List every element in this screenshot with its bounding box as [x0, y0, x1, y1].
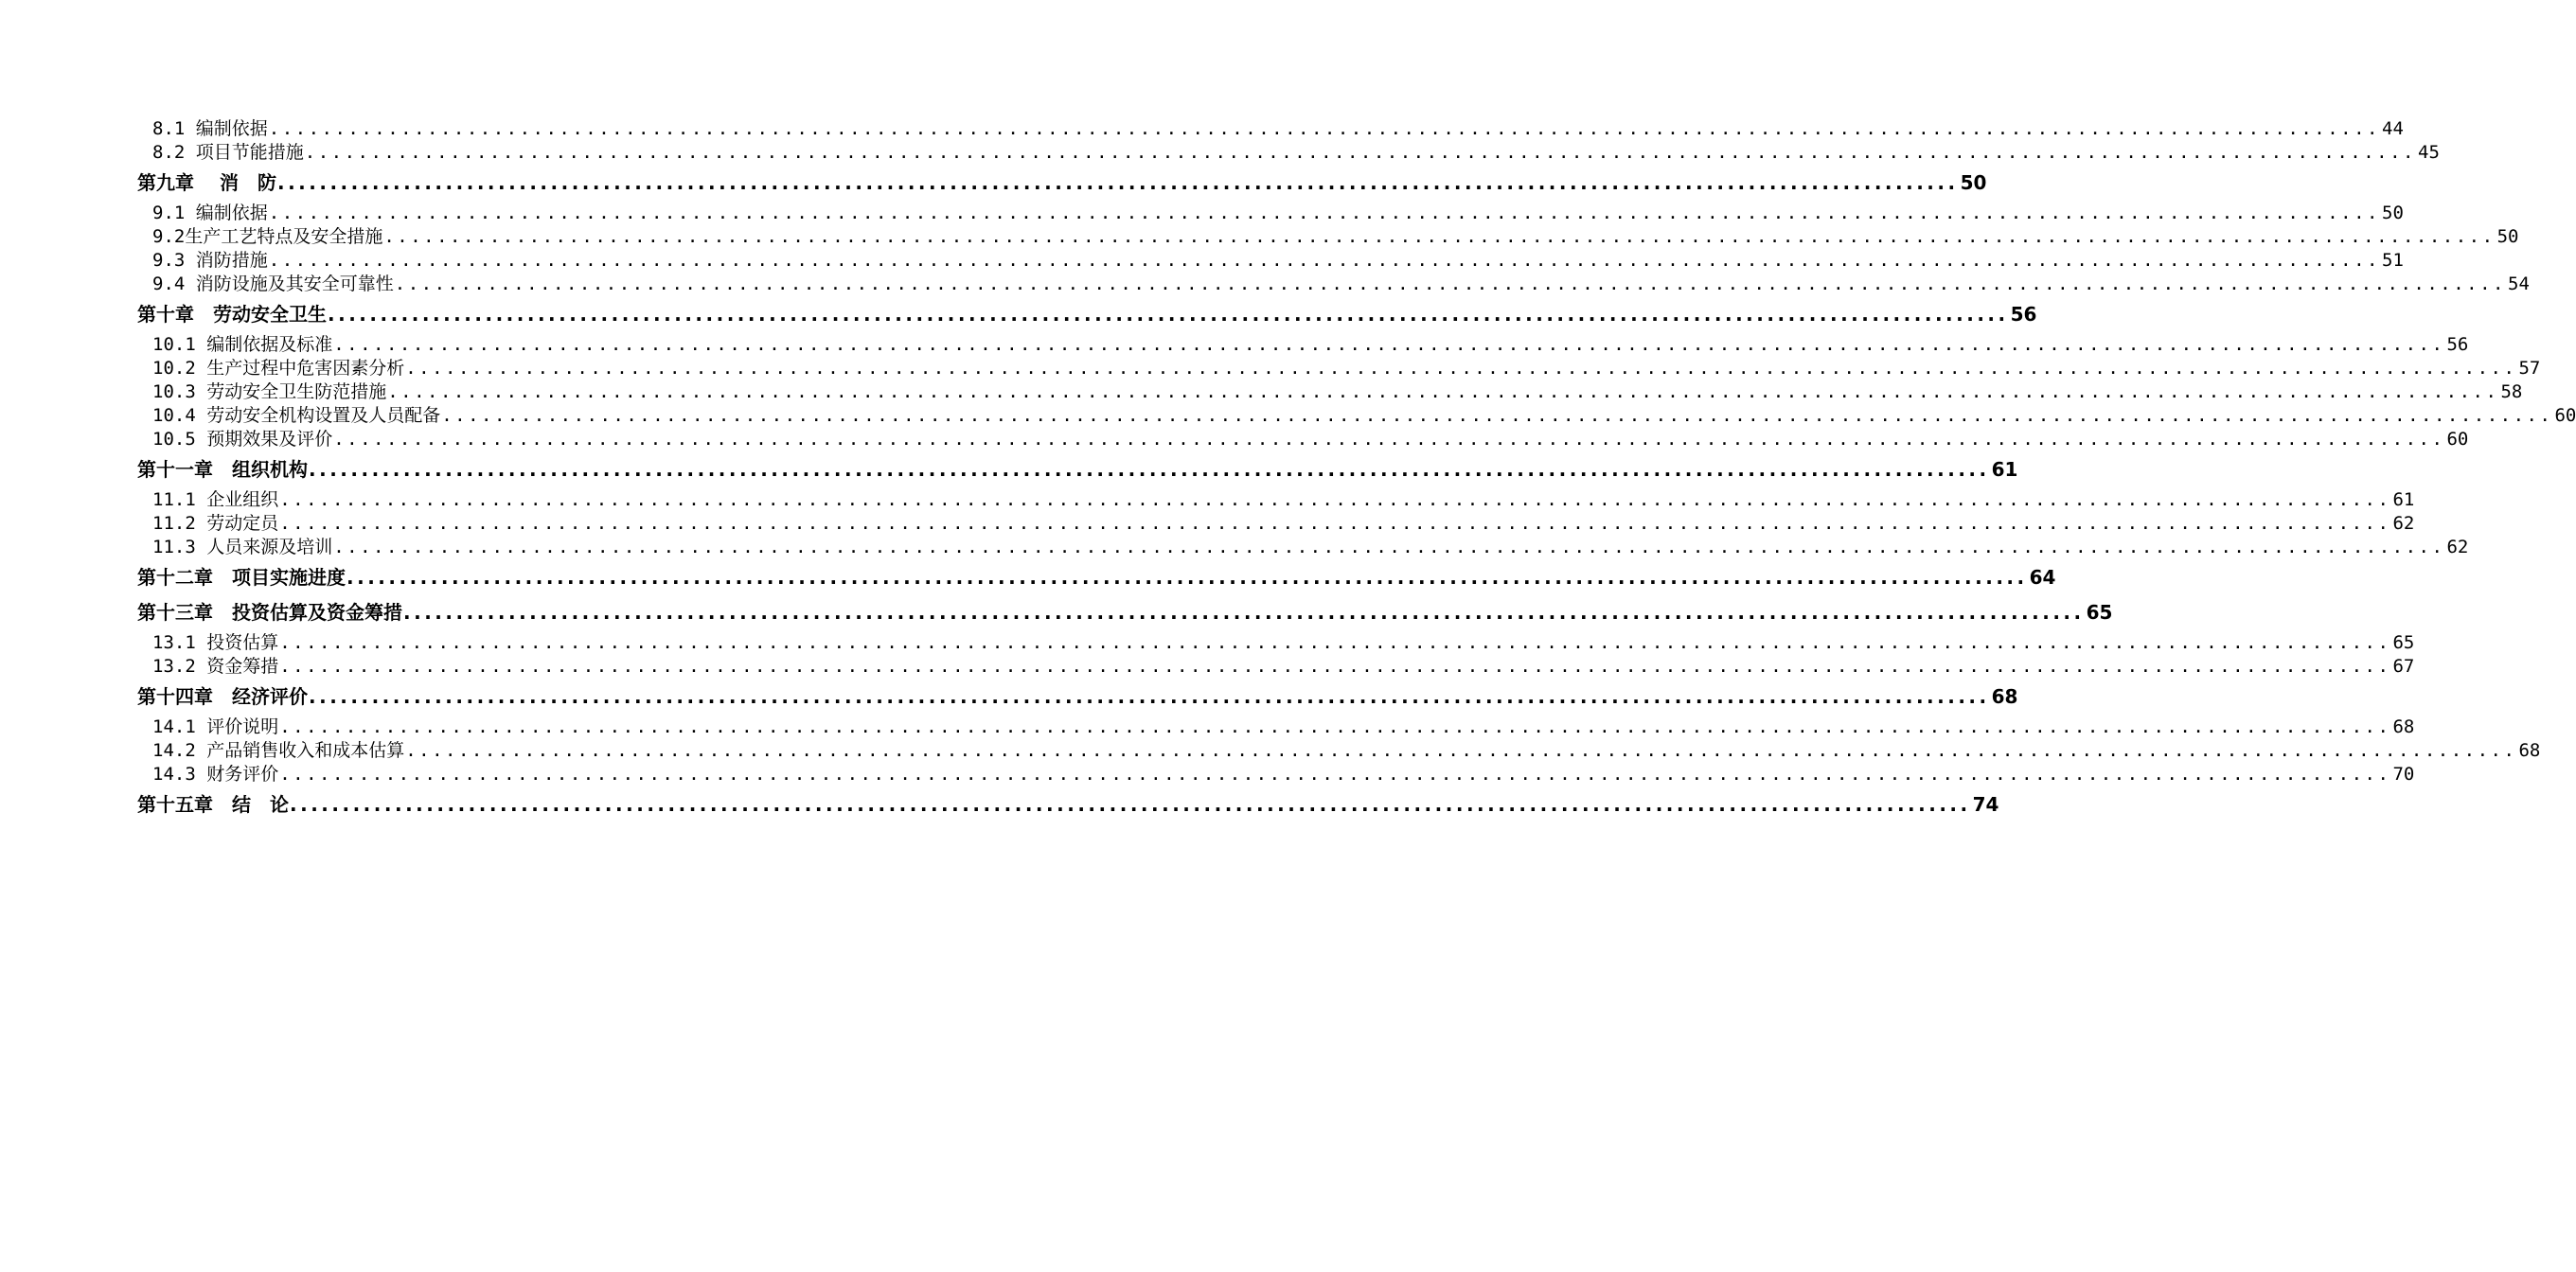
dot-leader: ................................................................................................................................................................ [403, 601, 2085, 624]
toc-page-number: 60 [2446, 429, 2469, 450]
dot-leader: ................................................................................................................................................................ [346, 566, 2028, 589]
toc-page-number: 70 [2392, 764, 2415, 785]
toc-entry-label: 11.2 劳动定员 [152, 513, 279, 534]
toc-chapter-12[interactable] [137, 561, 2056, 593]
toc-page-number: 50 [1960, 171, 1987, 194]
dot-leader: ................................................................................................................................................................ [405, 740, 2517, 761]
toc-entry-label: 14.1 评价说明 [152, 716, 279, 737]
dot-leader: ................................................................................................................................................................ [279, 632, 2391, 653]
toc-page-number: 65 [2392, 632, 2415, 653]
dot-leader: ................................................................................................................................................................ [276, 171, 1959, 194]
toc-page-number: 67 [2392, 656, 2415, 677]
toc-entry-label: 9.2生产工艺特点及安全措施 [152, 226, 383, 247]
dot-leader: ................................................................................................................................................................ [383, 226, 2496, 247]
toc-entry-10-2[interactable] [137, 357, 2541, 380]
toc-chapter-label: 第十一章 组织机构 [137, 458, 308, 481]
dot-leader: ................................................................................................................................................................ [268, 250, 2380, 271]
toc-chapter-label: 第十四章 经济评价 [137, 685, 308, 708]
toc-entry-8-2[interactable] [137, 141, 2440, 165]
toc-entry-label: 8.2 项目节能措施 [152, 142, 304, 163]
toc-entry-11-1[interactable] [137, 488, 2415, 512]
toc-entry-label: 9.1 编制依据 [152, 203, 268, 223]
toc-page-number: 68 [2392, 716, 2415, 737]
toc-page-number: 61 [2392, 489, 2415, 510]
dot-leader: ................................................................................................................................................................ [279, 513, 2391, 534]
dot-leader: ................................................................................................................................................................ [268, 203, 2380, 223]
toc-chapter-9[interactable] [137, 167, 1987, 199]
dot-leader: ................................................................................................................................................................ [304, 142, 2416, 163]
toc-page-number: 64 [2029, 566, 2056, 589]
toc-chapter-label: 第十五章 结 论 [137, 793, 289, 816]
toc-chapter-13[interactable] [137, 596, 2113, 628]
toc-entry-10-1[interactable] [137, 333, 2469, 357]
toc-entry-label: 10.1 编制依据及标准 [152, 334, 333, 355]
table-of-contents [137, 117, 2576, 823]
toc-page-number: 60 [2554, 405, 2576, 426]
dot-leader: ................................................................................................................................................................ [405, 358, 2517, 379]
dot-leader: ................................................................................................................................................................ [279, 489, 2391, 510]
toc-page-number: 45 [2418, 142, 2440, 163]
toc-page-number: 65 [2086, 601, 2113, 624]
toc-entry-10-3[interactable] [137, 380, 2523, 404]
dot-leader: ................................................................................................................................................................ [333, 334, 2445, 355]
toc-page-number: 57 [2518, 358, 2541, 379]
toc-entry-label: 10.3 劳动安全卫生防范措施 [152, 381, 387, 402]
toc-chapter-label: 第十三章 投资估算及资金筹措 [137, 601, 402, 624]
toc-entry-13-1[interactable] [137, 631, 2415, 655]
toc-entry-14-1[interactable] [137, 716, 2415, 739]
dot-leader: ................................................................................................................................................................ [333, 429, 2445, 450]
toc-entry-label: 8.1 编制依据 [152, 118, 268, 139]
toc-page-number: 56 [2010, 303, 2037, 326]
toc-entry-9-1[interactable] [137, 202, 2404, 225]
toc-entry-label: 10.5 预期效果及评价 [152, 429, 333, 450]
toc-entry-9-3[interactable] [137, 249, 2404, 273]
toc-entry-11-2[interactable] [137, 512, 2415, 536]
toc-page-number: 62 [2446, 537, 2469, 557]
dot-leader: ................................................................................................................................................................ [394, 274, 2506, 294]
dot-leader: ................................................................................................................................................................ [309, 458, 1990, 481]
toc-page-number: 61 [1991, 458, 2018, 481]
toc-page-number: 44 [2382, 118, 2404, 139]
toc-entry-label: 13.1 投资估算 [152, 632, 279, 653]
toc-page-number: 74 [1972, 793, 1999, 816]
toc-entry-10-5[interactable] [137, 428, 2469, 451]
toc-entry-label: 11.1 企业组织 [152, 489, 279, 510]
dot-leader: ................................................................................................................................................................ [441, 405, 2553, 426]
dot-leader: ................................................................................................................................................................ [290, 793, 1971, 816]
toc-chapter-15[interactable] [137, 788, 1999, 821]
toc-page-number: 51 [2382, 250, 2404, 271]
toc-entry-14-2[interactable] [137, 739, 2541, 763]
toc-entry-8-1[interactable] [137, 117, 2404, 141]
toc-entry-label: 10.2 生产过程中危害因素分析 [152, 358, 405, 379]
toc-page-number: 68 [2518, 740, 2541, 761]
toc-entry-label: 9.3 消防措施 [152, 250, 268, 271]
toc-entry-13-2[interactable] [137, 655, 2415, 679]
toc-page-number: 58 [2500, 381, 2523, 402]
toc-page-number: 68 [1991, 685, 2018, 708]
dot-leader: ................................................................................................................................................................ [328, 303, 2009, 326]
toc-entry-label: 14.2 产品销售收入和成本估算 [152, 740, 405, 761]
toc-chapter-10[interactable] [137, 298, 2037, 330]
toc-entry-10-4[interactable] [137, 404, 2576, 428]
dot-leader: ................................................................................................................................................................ [268, 118, 2380, 139]
toc-entry-label: 14.3 财务评价 [152, 764, 279, 785]
toc-entry-label: 11.3 人员来源及培训 [152, 537, 333, 557]
toc-entry-9-2[interactable] [137, 225, 2519, 249]
toc-entry-11-3[interactable] [137, 536, 2469, 559]
toc-chapter-11[interactable] [137, 453, 2018, 486]
toc-page-number: 50 [2382, 203, 2404, 223]
dot-leader: ................................................................................................................................................................ [279, 716, 2391, 737]
dot-leader: ................................................................................................................................................................ [309, 685, 1990, 708]
toc-page-number: 56 [2446, 334, 2469, 355]
toc-page-number: 62 [2392, 513, 2415, 534]
toc-entry-label: 13.2 资金筹措 [152, 656, 279, 677]
toc-chapter-label: 第十二章 项目实施进度 [137, 566, 346, 589]
toc-entry-9-4[interactable] [137, 273, 2530, 296]
toc-chapter-14[interactable] [137, 680, 2018, 713]
toc-chapter-label: 第十章 劳动安全卫生 [137, 303, 327, 326]
toc-chapter-label: 第九章 消 防 [137, 171, 276, 194]
dot-leader: ................................................................................................................................................................ [333, 537, 2445, 557]
toc-page-number: 50 [2496, 226, 2519, 247]
toc-entry-label: 10.4 劳动安全机构设置及人员配备 [152, 405, 441, 426]
dot-leader: ................................................................................................................................................................ [387, 381, 2499, 402]
toc-entry-label: 9.4 消防设施及其安全可靠性 [152, 274, 394, 294]
dot-leader: ................................................................................................................................................................ [279, 764, 2391, 785]
toc-entry-14-3[interactable] [137, 763, 2415, 786]
dot-leader: ................................................................................................................................................................ [279, 656, 2391, 677]
toc-page-number: 54 [2508, 274, 2530, 294]
